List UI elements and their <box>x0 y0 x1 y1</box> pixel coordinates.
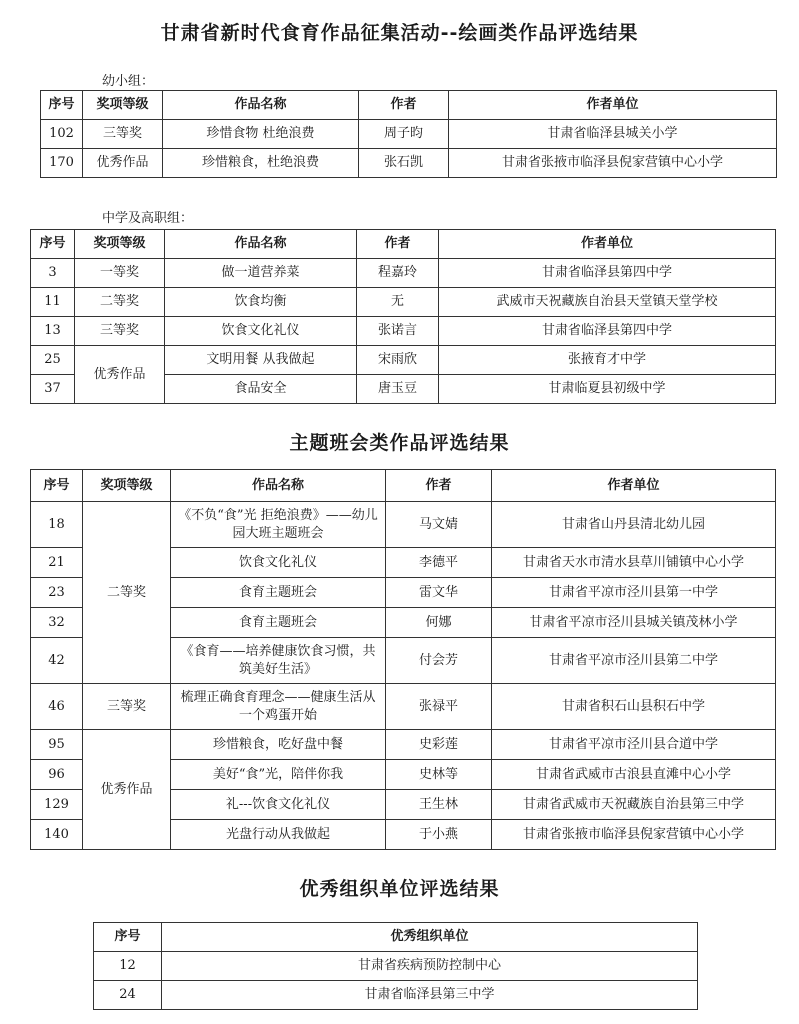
table-row <box>94 952 698 981</box>
header-work: 作品名称 <box>163 91 359 120</box>
table-row <box>94 981 698 1010</box>
cell-work: 《食育——培养健康饮食习惯，共筑美好生活》 <box>171 638 386 684</box>
header-author: 作者 <box>357 230 439 259</box>
cell-no: 24 <box>94 981 162 1010</box>
table-row <box>31 502 776 548</box>
cell-no: 18 <box>31 502 83 548</box>
cell-work: 珍惜食物 杜绝浪费 <box>163 120 359 149</box>
cell-no: 37 <box>31 375 75 404</box>
cell-author: 李德平 <box>386 548 492 578</box>
cell-work: 饮食均衡 <box>165 288 357 317</box>
cell-award: 三等奖 <box>83 684 171 730</box>
table-row <box>41 149 777 178</box>
painting-kindergarten-table <box>40 90 777 178</box>
cell-author: 付会芳 <box>386 638 492 684</box>
cell-author: 无 <box>357 288 439 317</box>
cell-no: 3 <box>31 259 75 288</box>
cell-no: 21 <box>31 548 83 578</box>
cell-no: 95 <box>31 730 83 760</box>
cell-unit: 甘肃省平凉市泾川县合道中学 <box>492 730 776 760</box>
cell-unit: 甘肃省张掖市临泽县倪家营镇中心小学 <box>449 149 777 178</box>
table-header-row <box>94 923 698 952</box>
cell-no: 25 <box>31 346 75 375</box>
cell-work: 饮食文化礼仪 <box>171 548 386 578</box>
cell-work: 文明用餐 从我做起 <box>165 346 357 375</box>
header-award: 奖项等级 <box>75 230 165 259</box>
cell-author: 张禄平 <box>386 684 492 730</box>
cell-work: 美好“食”光，陪伴你我 <box>171 760 386 790</box>
cell-unit: 甘肃省平凉市泾川县城关镇茂林小学 <box>492 608 776 638</box>
cell-award: 优秀作品 <box>75 346 165 404</box>
header-no: 序号 <box>41 91 83 120</box>
cell-no: 96 <box>31 760 83 790</box>
cell-author: 王生林 <box>386 790 492 820</box>
cell-no: 42 <box>31 638 83 684</box>
cell-author: 唐玉豆 <box>357 375 439 404</box>
cell-unit: 甘肃省积石山县积石中学 <box>492 684 776 730</box>
header-no: 序号 <box>31 230 75 259</box>
cell-unit: 甘肃省武威市古浪县直滩中心小学 <box>492 760 776 790</box>
header-no: 序号 <box>31 470 83 502</box>
header-no: 序号 <box>94 923 162 952</box>
header-unit: 作者单位 <box>492 470 776 502</box>
cell-no: 23 <box>31 578 83 608</box>
painting-results-title: 甘肃省新时代食育作品征集活动--绘画类作品评选结果 <box>160 22 639 44</box>
table-header-row <box>31 470 776 502</box>
cell-work: 光盘行动从我做起 <box>171 820 386 850</box>
cell-work: 珍惜粮食，杜绝浪费 <box>163 149 359 178</box>
cell-no: 102 <box>41 120 83 149</box>
cell-unit: 甘肃省平凉市泾川县第二中学 <box>492 638 776 684</box>
cell-unit: 甘肃省临泽县城关小学 <box>449 120 777 149</box>
table-row <box>31 288 776 317</box>
cell-author: 史彩莲 <box>386 730 492 760</box>
cell-unit: 甘肃省山丹县清北幼儿园 <box>492 502 776 548</box>
cell-award: 优秀作品 <box>83 730 171 850</box>
cell-author: 何娜 <box>386 608 492 638</box>
cell-award: 一等奖 <box>75 259 165 288</box>
cell-work: 食育主题班会 <box>171 578 386 608</box>
organization-results-title: 优秀组织单位评选结果 <box>299 878 500 900</box>
table-row <box>31 730 776 760</box>
cell-unit: 武威市天祝藏族自治县天堂镇天堂学校 <box>439 288 776 317</box>
cell-award: 三等奖 <box>75 317 165 346</box>
header-award: 奖项等级 <box>83 91 163 120</box>
header-work: 作品名称 <box>165 230 357 259</box>
class-meeting-results-title: 主题班会类作品评选结果 <box>289 432 510 454</box>
cell-org-unit: 甘肃省临泽县第三中学 <box>162 981 698 1010</box>
organization-table <box>93 922 698 1010</box>
cell-author: 于小燕 <box>386 820 492 850</box>
cell-work: 《不负“食”光 拒绝浪费》——幼儿园大班主题班会 <box>171 502 386 548</box>
table-header-row <box>41 91 777 120</box>
cell-no: 12 <box>94 952 162 981</box>
cell-unit: 甘肃省平凉市泾川县第一中学 <box>492 578 776 608</box>
cell-work: 梳理正确食育理念——健康生活从一个鸡蛋开始 <box>171 684 386 730</box>
cell-author: 宋雨欣 <box>357 346 439 375</box>
cell-no: 140 <box>31 820 83 850</box>
cell-unit: 甘肃省武威市天祝藏族自治县第三中学 <box>492 790 776 820</box>
cell-work: 礼---饮食文化礼仪 <box>171 790 386 820</box>
header-award: 奖项等级 <box>83 470 171 502</box>
cell-no: 46 <box>31 684 83 730</box>
header-work: 作品名称 <box>171 470 386 502</box>
cell-author: 程嘉玲 <box>357 259 439 288</box>
cell-unit: 张掖育才中学 <box>439 346 776 375</box>
cell-award: 优秀作品 <box>83 149 163 178</box>
table-header-row <box>31 230 776 259</box>
cell-no: 129 <box>31 790 83 820</box>
header-org-unit: 优秀组织单位 <box>162 923 698 952</box>
cell-award: 二等奖 <box>83 502 171 684</box>
cell-author: 周子昀 <box>359 120 449 149</box>
cell-no: 170 <box>41 149 83 178</box>
cell-work: 珍惜粮食，吃好盘中餐 <box>171 730 386 760</box>
cell-award: 二等奖 <box>75 288 165 317</box>
cell-unit: 甘肃省张掖市临泽县倪家营镇中心小学 <box>492 820 776 850</box>
cell-unit: 甘肃省天水市清水县草川铺镇中心小学 <box>492 548 776 578</box>
header-author: 作者 <box>386 470 492 502</box>
table-row <box>31 317 776 346</box>
table-row <box>41 120 777 149</box>
cell-work: 食育主题班会 <box>171 608 386 638</box>
cell-author: 马文婧 <box>386 502 492 548</box>
painting-secondary-table <box>30 229 776 404</box>
table-row <box>31 346 776 375</box>
header-unit: 作者单位 <box>449 91 777 120</box>
cell-unit: 甘肃省临泽县第四中学 <box>439 259 776 288</box>
cell-unit: 甘肃省临泽县第四中学 <box>439 317 776 346</box>
group-label-kindergarten-primary: 幼小组： <box>102 74 155 89</box>
cell-unit: 甘肃临夏县初级中学 <box>439 375 776 404</box>
cell-work: 做一道营养菜 <box>165 259 357 288</box>
cell-work: 食品安全 <box>165 375 357 404</box>
cell-no: 11 <box>31 288 75 317</box>
cell-award: 三等奖 <box>83 120 163 149</box>
cell-author: 雷文华 <box>386 578 492 608</box>
cell-author: 张石凯 <box>359 149 449 178</box>
cell-work: 饮食文化礼仪 <box>165 317 357 346</box>
cell-author: 史林等 <box>386 760 492 790</box>
cell-org-unit: 甘肃省疾病预防控制中心 <box>162 952 698 981</box>
table-row <box>31 684 776 730</box>
class-meeting-table <box>30 469 776 850</box>
table-row <box>31 259 776 288</box>
header-author: 作者 <box>359 91 449 120</box>
cell-author: 张诺言 <box>357 317 439 346</box>
cell-no: 32 <box>31 608 83 638</box>
cell-no: 13 <box>31 317 75 346</box>
group-label-secondary-vocational: 中学及高职组： <box>102 211 194 226</box>
header-unit: 作者单位 <box>439 230 776 259</box>
